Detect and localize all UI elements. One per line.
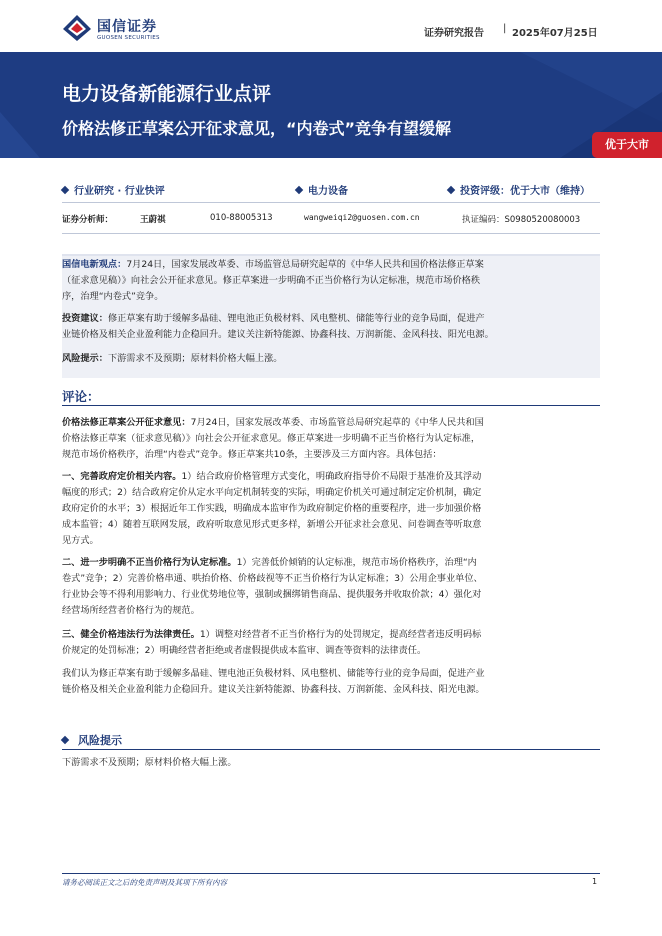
analyst-phone: 010-88005313	[210, 213, 273, 223]
divider	[62, 233, 600, 234]
diamond-icon	[295, 186, 303, 194]
review-section-3: 三、健全价格违法行为法律责任。1）调整对经营者不正当价格行为的处罚规定，提高经营者违反明码标 价规定的处罚标准；2）明确经营者拒绝或者虚假提供成本监审、调查等资料的法律责任。	[62, 629, 482, 656]
report-date: 2025年07月25日	[512, 28, 598, 39]
analyst-cert: 执证编码：S0980520080003	[462, 215, 581, 225]
doc-type: 证券研究报告	[424, 28, 484, 39]
diamond-icon	[61, 736, 69, 744]
title-banner	[0, 52, 662, 158]
page-number: 1	[592, 877, 598, 886]
page-header	[0, 0, 662, 52]
risk-text: 下游需求不及预期；原材料价格大幅上涨。	[62, 757, 237, 768]
divider	[62, 202, 600, 203]
review-section-2: 二、进一步明确不正当价格行为认定标准。1）完善低价倾销的认定标准，规范市场价格秩序，治理“内 卷式”竞争；2）完善价格串通、哄抬价格、价格歧视等不正当价格行为认定标准；3）公用企事业单位、 行业协会等不得利用影响力、行业优势地位等，强制或捆绑销售商品、提供服务并收取价款；4）强化对 经营场所经营者价格行为的规范。	[62, 557, 483, 616]
summary-risk: 风险提示：下游需求不及预期；原材料价格大幅上涨。	[62, 353, 283, 364]
divider	[62, 749, 600, 750]
footer-disclaimer[interactable]: 请务必阅读正文之后的免责声明及其项下所有内容	[62, 878, 227, 887]
analyst-email[interactable]: wangweiqi2@guosen.com.cn	[304, 213, 420, 222]
risk-section-title: 风险提示	[62, 732, 122, 748]
meta-sector: 电力设备	[296, 182, 348, 197]
rating-tag: 优于大市	[592, 132, 662, 158]
review-section-1: 一、完善政府定价相关内容。1）结合政府价格管理方式变化，明确政府指导价不局限于基准价及其浮动 幅度的形式；2）结合政府定价从定水平向定机制转变的实际，明确定价机关可通过制定定价机制，确定 政府定价的水平；3）根据近年工作实践，明确成本监审作为政府制定价格的重要程序，进一步加强价格 成本监管；4）随着互联网发展，政府听取意见形式更多样，新增公开征求社会意见、问卷调查等听取意 见方式。	[62, 471, 482, 546]
logo-text-en: GUOSEN SECURITIES	[97, 35, 160, 41]
logo-text-cn: 国信证券	[97, 19, 157, 35]
review-paragraph-intro: 价格法修正草案公开征求意见：7月24日，国家发展改革委、市场监管总局研究起草的《中华人民共和国 价格法修正草案（征求意见稿）》向社会公开征求意见。修正草案进一步明确不正当价格行为认定标准， 规范市场价格秩序，治理“内卷式”竞争。修正草案共10条，主要涉及三方面内容。具体包括：	[62, 417, 484, 460]
report-subtitle: 价格法修正草案公开征求意见，“内卷式”竞争有望缓解	[62, 119, 452, 138]
diamond-icon	[447, 186, 455, 194]
meta-category: 行业研究 · 行业快评	[62, 182, 165, 197]
diamond-icon	[61, 186, 69, 194]
summary-viewpoint: 国信电新观点：7月24日，国家发展改革委、市场监管总局研究起草的《中华人民共和国价格法修正草案 （征求意见稿）》向社会公开征求意见。修正草案进一步明确不正当价格行为认定标准，规范市场价格秩 序，治理“内卷式”竞争。	[62, 259, 484, 302]
guosen-logo-icon	[62, 14, 92, 42]
divider	[62, 405, 600, 406]
summary-advice: 投资建议：修正草案有助于缓解多晶硅、锂电池正负极材料、风电整机、储能等行业的竞争局面，促进产 业链价格及相关企业盈利能力企稳回升。建议关注新特能源、协鑫科技、万润新能、金风科技、阳光电源。	[62, 313, 494, 340]
analyst-name: 王蔚祺	[140, 215, 166, 225]
footer-divider	[62, 873, 600, 874]
analyst-label: 证券分析师：	[62, 215, 114, 225]
header-separator: |	[503, 23, 507, 34]
review-title: 评论：	[62, 389, 100, 404]
report-title: 电力设备新能源行业点评	[62, 83, 272, 105]
review-conclusion: 我们认为修正草案有助于缓解多晶硅、锂电池正负极材料、风电整机、储能等行业的竞争局面，促进产业 链价格及相关企业盈利能力企稳回升。建议关注新特能源、协鑫科技、万润新能、金风科技、阳光电源。	[62, 668, 485, 695]
meta-rating: 投资评级：优于大市（维持）	[448, 182, 590, 197]
